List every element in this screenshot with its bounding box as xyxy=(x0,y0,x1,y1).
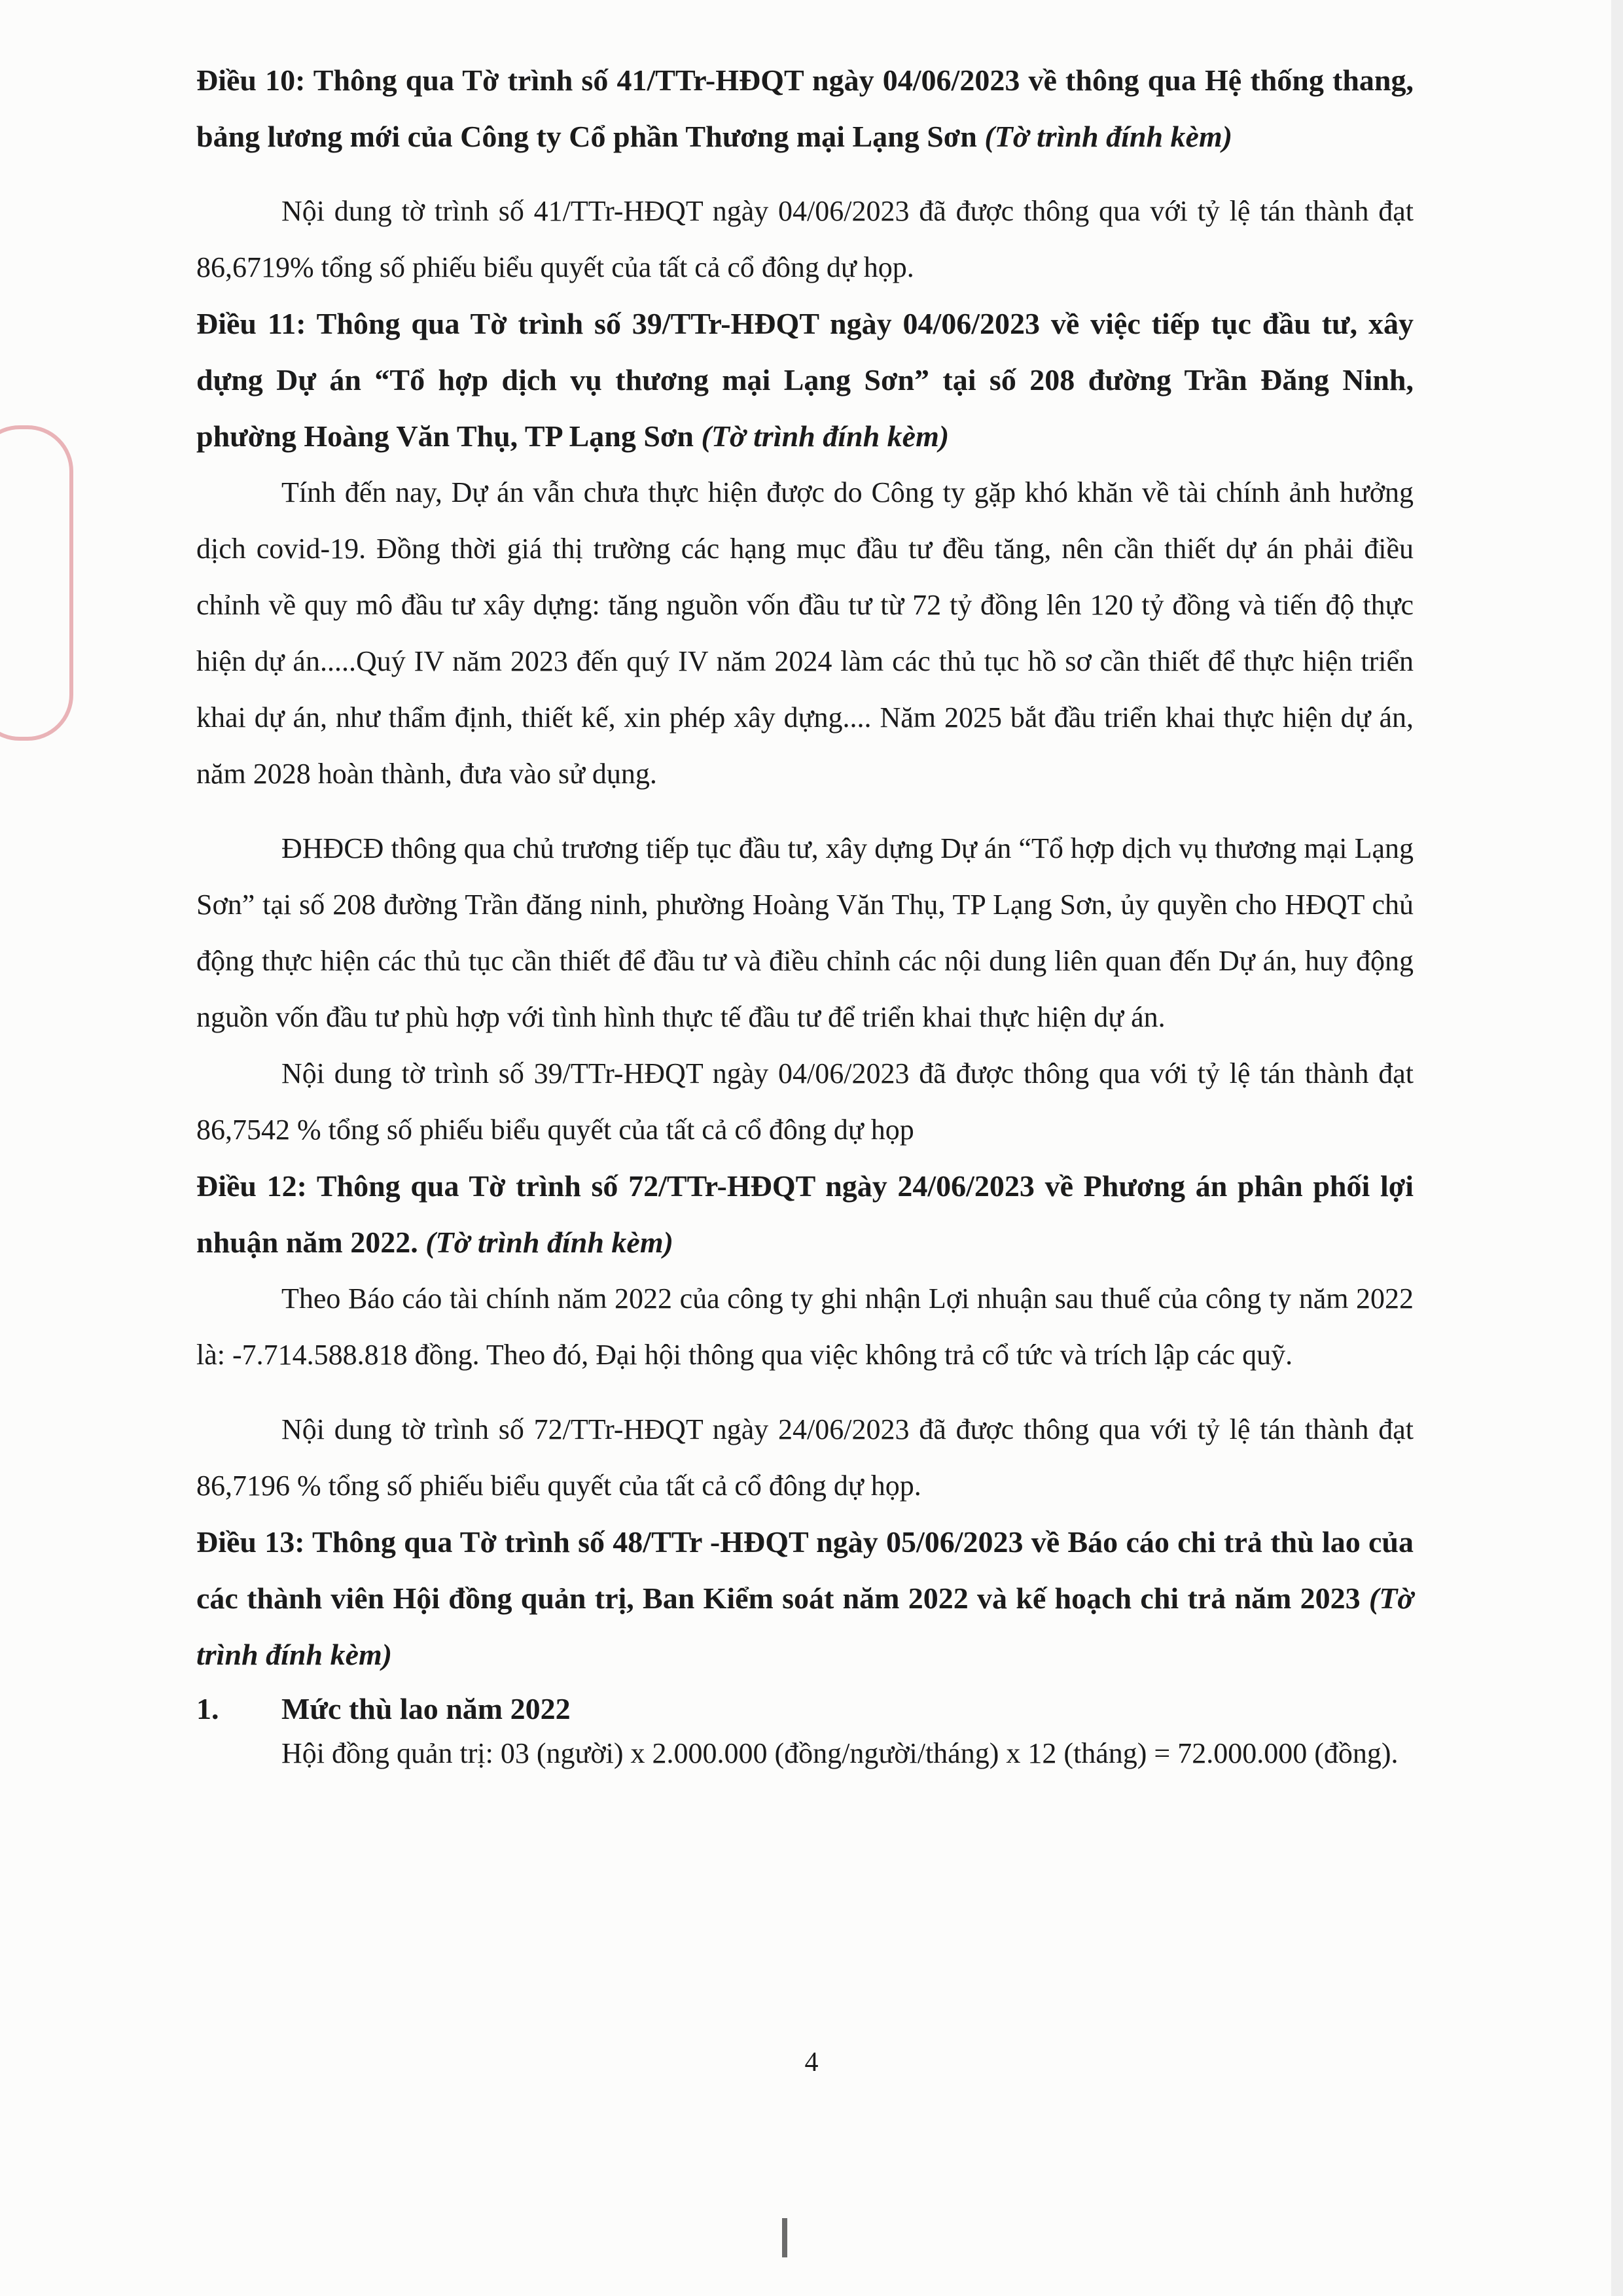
document-body xyxy=(196,52,1414,1772)
dieu-11-para-2: ĐHĐCĐ thông qua chủ trương tiếp tục đầu tư, xây dựng Dự án “Tổ hợp dịch vụ thương mại Lạng Sơn” tại số 208 đường Trần đăng ninh, phường Hoàng Văn Thụ, TP Lạng Sơn, ủy quyền cho HĐQT chủ động thực hiện các thủ tục cần thiết để đầu tư và điều chỉnh các nội dung liên quan đến Dự án, huy động nguồn vốn đầu tư phù hợp với tình hình thực tế đầu tư để triển khai thực hiện dự án. xyxy=(196,832,1414,1033)
dieu-12-para-1: Theo Báo cáo tài chính năm 2022 của công ty ghi nhận Lợi nhuận sau thuế của công ty năm 2022 là: -7.714.588.818 đồng. Theo đó, Đại hội thông qua việc không trả cổ tức và trích lập các quỹ. xyxy=(196,1282,1414,1371)
dieu-11-para-1: Tính đến nay, Dự án vẫn chưa thực hiện được do Công ty gặp khó khăn về tài chính ảnh hưởng dịch covid-19. Đồng thời giá thị trường các hạng mục đầu tư đều tăng, nên cần thiết dự án phải điều chỉnh về quy mô đầu tư xây dựng: tăng nguồn vốn đầu tư từ 72 tỷ đồng lên 120 tỷ đồng và tiến độ thực hiện dự án.....Quý IV năm 2023 đến quý IV năm 2024 làm các thủ tục hồ sơ cần thiết để thực hiện triển khai dự án, như thẩm định, thiết kế, xin phép xây dựng.... Năm 2025 bắt đầu triển khai thực hiện dự án, năm 2028 hoàn thành, đưa vào sử dụng. xyxy=(196,476,1414,790)
dieu-13-item-1 xyxy=(196,1683,1414,1735)
dieu-13-heading: Điều 13: Thông qua Tờ trình số 48/TTr -HĐQT ngày 05/06/2023 về Báo cáo chi trả thù lao của các thành viên Hội đồng quản trị, Ban Kiểm soát năm 2022 và kế hoạch chi trả năm 2023 (Tờ trình đính kèm) xyxy=(196,1525,1414,1671)
dieu-10-heading: Điều 10: Thông qua Tờ trình số 41/TTr-HĐQT ngày 04/06/2023 về thông qua Hệ thống thang, bảng lương mới của Công ty Cổ phần Thương mại Lạng Sơn (Tờ trình đính kèm) xyxy=(196,63,1414,153)
dieu-10-result: Nội dung tờ trình số 41/TTr-HĐQT ngày 04/06/2023 đã được thông qua với tỷ lệ tán thành đạt 86,6719% tổng số phiếu biểu quyết của tất cả cổ đông dự họp. xyxy=(196,195,1414,283)
item-number: 1. xyxy=(196,1692,219,1725)
item-title: Mức thù lao năm 2022 xyxy=(281,1692,571,1725)
binding-mark xyxy=(782,2218,787,2257)
dieu-11-heading: Điều 11: Thông qua Tờ trình số 39/TTr-HĐQT ngày 04/06/2023 về việc tiếp tục đầu tư, xây dựng Dự án “Tổ hợp dịch vụ thương mại Lạng Sơn” tại số 208 đường Trần Đăng Ninh, phường Hoàng Văn Thụ, TP Lạng Sơn (Tờ trình đính kèm) xyxy=(196,307,1414,453)
dieu-12-heading: Điều 12: Thông qua Tờ trình số 72/TTr-HĐQT ngày 24/06/2023 về Phương án phân phối lợi nhuận năm 2022. (Tờ trình đính kèm) xyxy=(196,1169,1414,1259)
dieu-11-result: Nội dung tờ trình số 39/TTr-HĐQT ngày 04/06/2023 đã được thông qua với tỷ lệ tán thành đạt 86,7542 % tổng số phiếu biểu quyết của tất cả cổ đông dự họp xyxy=(196,1057,1414,1146)
page-number: 4 xyxy=(804,2047,819,2077)
red-stamp-fragment xyxy=(0,425,73,741)
dieu-13-item-1-text: Hội đồng quản trị: 03 (người) x 2.000.000 (đồng/người/tháng) x 12 (tháng) = 72.000.000 (đồng). xyxy=(281,1737,1399,1769)
dieu-12-result: Nội dung tờ trình số 72/TTr-HĐQT ngày 24/06/2023 đã được thông qua với tỷ lệ tán thành đạt 86,7196 % tổng số phiếu biểu quyết của tất cả cổ đông dự họp. xyxy=(196,1413,1414,1502)
scan-edge xyxy=(1611,0,1623,2296)
